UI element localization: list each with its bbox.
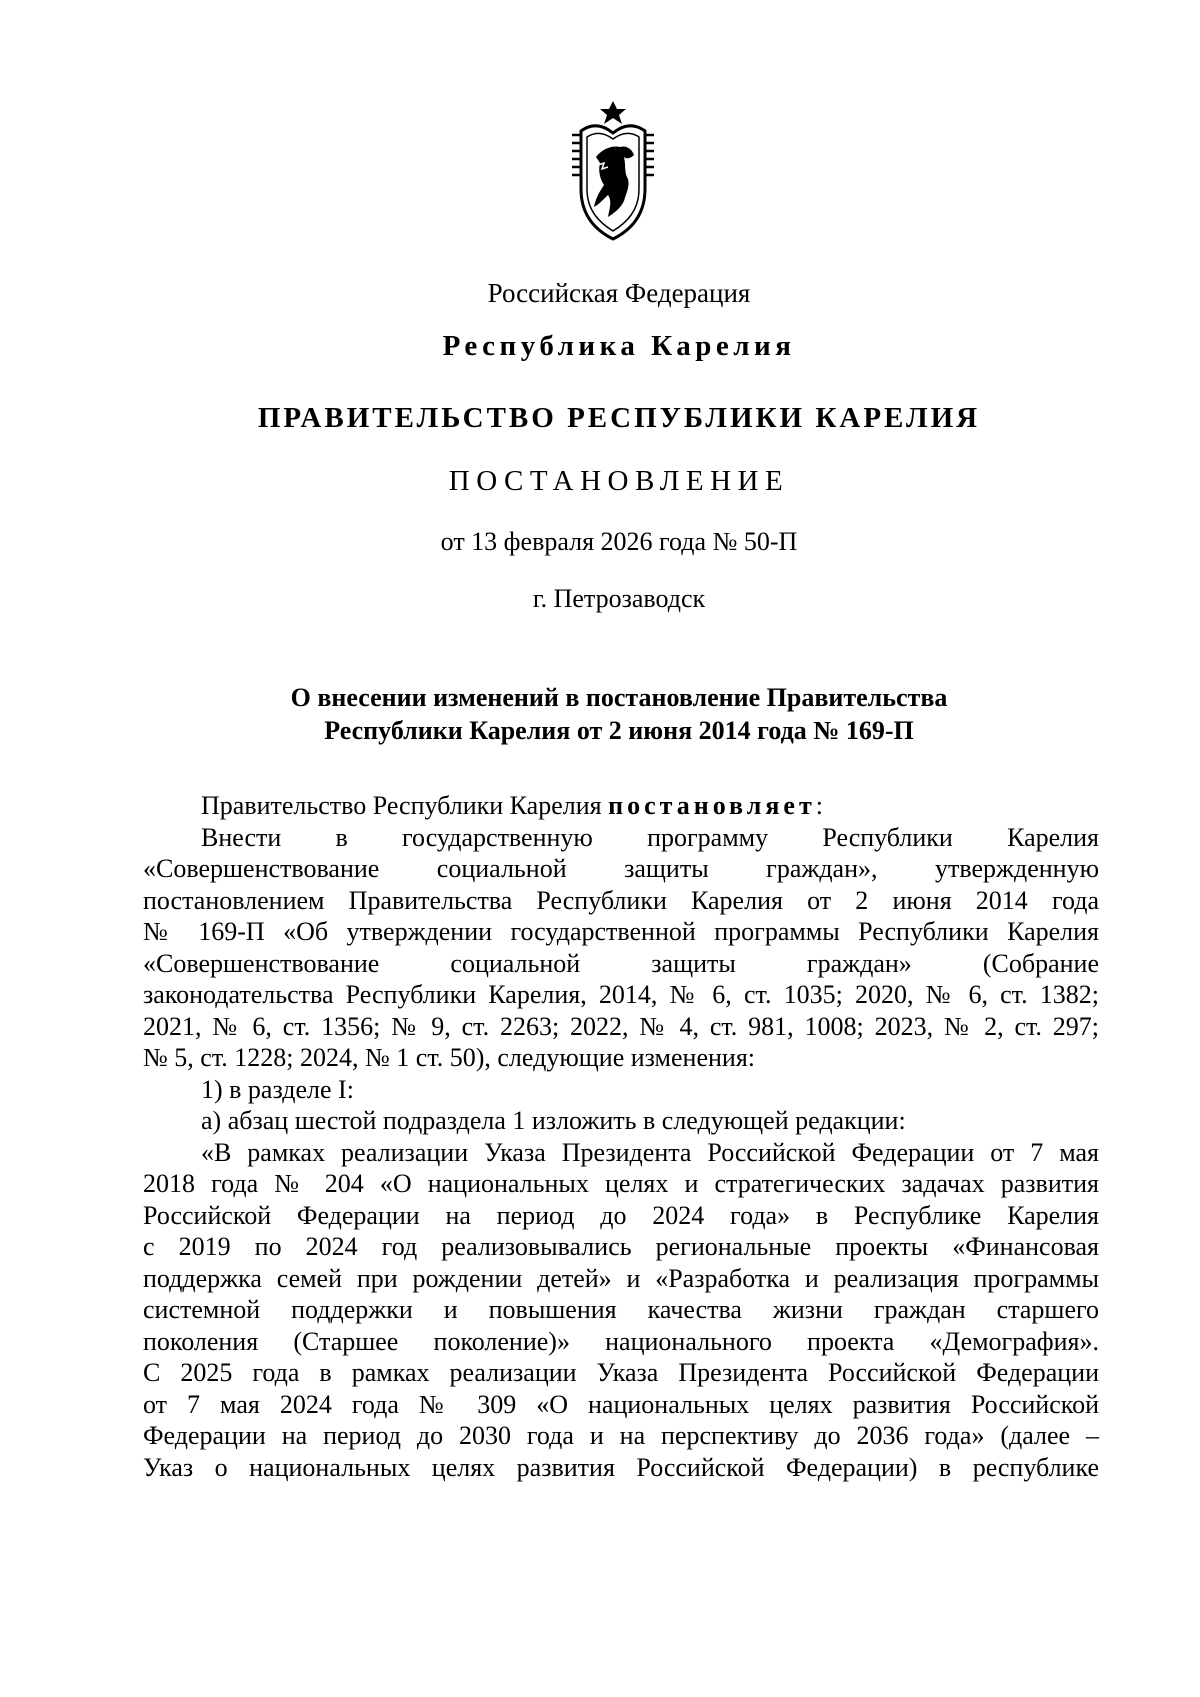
country-heading: Российская Федерация	[487, 278, 751, 308]
body-line: поддержка семей при рождении детей» и «Разработка и реализация программы	[143, 1263, 1099, 1293]
body-line: 2021, № 6, ст. 1356; № 9, ст. 2263; 2022, № 4, ст. 981, 1008; 2023, № 2, ст. 297;	[143, 1011, 1099, 1041]
body-line: 1) в разделе I:	[201, 1074, 354, 1104]
body-line: постановлением Правительства Республики Карелия от 2 июня 2014 года	[143, 885, 1099, 915]
body-line: от 7 мая 2024 года № 309 «О национальных целях развития Российской	[143, 1389, 1099, 1419]
body-line: «Совершенствование социальной защиты граждан», утвержденную	[143, 854, 1099, 883]
body-line: системной поддержки и повышения качества жизни граждан старшего	[143, 1295, 1099, 1324]
body-line: Российской Федерации на период до 2024 года» в Республике Карелия	[143, 1200, 1099, 1230]
body-line: С 2025 года в рамках реализации Указа Президента Российской Федерации	[143, 1358, 1099, 1387]
body-lead-subject: Правительство Республики Карелия	[201, 791, 602, 820]
subject-line-2: Республики Карелия от 2 июня 2014 года № 169-П	[324, 716, 914, 745]
body-line: Внести в государственную программу Республики Карелия	[201, 822, 1099, 852]
body-line: Федерации на период до 2030 года и на перспективу до 2036 года» (далее –	[143, 1421, 1099, 1450]
subject-line-1: О внесении изменений в постановление Правительства	[290, 683, 948, 712]
body-line: «Совершенствование социальной защиты граждан» (Собрание	[143, 948, 1099, 978]
document-city: г. Петрозаводск	[532, 584, 706, 613]
document-body	[143, 790, 1099, 1483]
body-line: № 169-П «Об утверждении государственной программы Республики Карелия	[143, 917, 1099, 946]
body-line: а) абзац шестой подраздела 1 изложить в следующей редакции:	[201, 1106, 906, 1135]
government-heading: ПРАВИТЕЛЬСТВО РЕСПУБЛИКИ КАРЕЛИЯ	[257, 402, 981, 434]
body-line: поколения (Старшее поколение)» национального проекта «Демография».	[143, 1326, 1099, 1356]
document-subject	[0, 681, 1200, 747]
body-line: Указ о национальных целях развития Российской Федерации) в республике	[143, 1452, 1099, 1482]
body-line: с 2019 по 2024 год реализовывались региональные проекты «Финансовая	[143, 1232, 1099, 1261]
body-lead-colon: :	[815, 791, 823, 820]
body-line: 2018 года № 204 «О национальных целях и стратегических задачах развития	[143, 1169, 1099, 1198]
document-type-heading: ПОСТАНОВЛЕНИЕ	[448, 465, 790, 497]
body-line: № 5, ст. 1228; 2024, № 1 ст. 50), следующие изменения:	[143, 1043, 756, 1072]
body-line: законодательства Республики Карелия, 2014, № 6, ст. 1035; 2020, № 6, ст. 1382;	[143, 980, 1099, 1009]
body-line: «В рамках реализации Указа Президента Российской Федерации от 7 мая	[201, 1137, 1099, 1167]
document-date-number: от 13 февраля 2026 года № 50-П	[440, 527, 798, 556]
republic-heading: Республика Карелия	[442, 330, 796, 362]
body-lead-paragraph	[143, 790, 1099, 822]
karelia-coat-of-arms-icon	[568, 97, 658, 243]
body-lead-verb: постановляет	[608, 791, 816, 820]
